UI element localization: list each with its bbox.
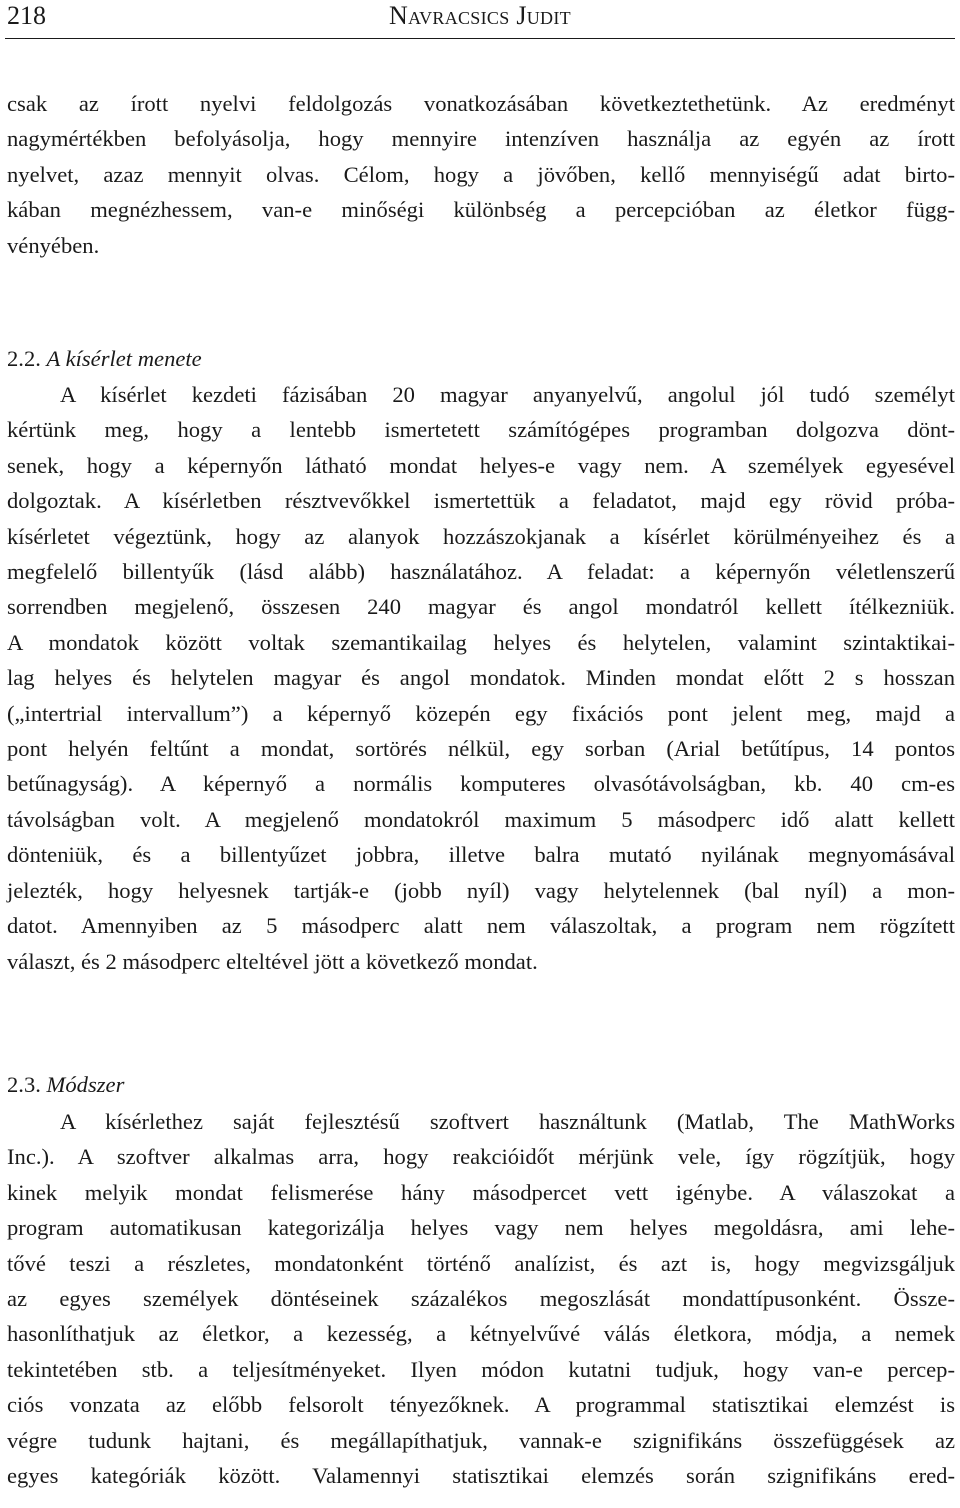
text-line: nagymértékben befolyásolja, hogy mennyire intenzíven használja az egyén az írott <box>7 126 955 152</box>
text-line: kinek melyik mondat felismerése hány másodpercet vett igénybe. A válaszokat a <box>7 1179 955 1205</box>
text-line: („intertrial intervallum”) a képernyő közepén egy fixációs pont jelent meg, majd a <box>7 700 955 726</box>
text-line: lag helyes és helytelen magyar és angol mondatok. Minden mondat előtt 2 s hosszan <box>7 665 955 691</box>
section-title: Módszer <box>46 1072 125 1097</box>
paragraph-experiment-procedure <box>7 377 955 979</box>
text-line: kértünk meg, hogy a lentebb ismertetett számítógépes programban dolgozva dönt- <box>7 417 955 443</box>
text-line: megfelelő billentyűk (lásd alább) használatához. A feladat: a képernyőn véletlenszerű <box>7 559 955 585</box>
text-line: Inc.). A szoftver alkalmas arra, hogy reakcióidőt mérjünk vele, így rögzítjük, hogy <box>7 1144 955 1170</box>
text-line: csak az írott nyelvi feldolgozás vonatkozásában következtethetünk. Az eredményt <box>7 91 955 116</box>
running-head <box>5 0 955 39</box>
text-line: A mondatok között voltak szemantikailag helyes és helytelen, valamint szintaktikai- <box>7 629 955 655</box>
section-heading-2-2 <box>7 341 202 376</box>
section-heading-2-3 <box>7 1067 124 1102</box>
book-page <box>5 0 955 1508</box>
running-title: Navracsics Judit <box>389 1 571 30</box>
text-line: nyelvet, azaz mennyit olvas. Célom, hogy a jövőben, kellő mennyiségű adat birto- <box>7 161 955 187</box>
section-title: A kísérlet menete <box>46 346 202 371</box>
section-number: 2.2. <box>7 346 41 371</box>
text-line: az egyes személyek döntéseinek százalékos megoszlását mondattípusonként. Össze- <box>7 1286 955 1312</box>
text-line: jelezték, hogy helyesnek tartják-e (jobb nyíl) vagy helytelennek (bal nyíl) a mon- <box>7 877 955 903</box>
text-line: program automatikusan kategorizálja helyes vagy nem helyes megoldásra, ami lehe- <box>7 1215 955 1241</box>
text-line: tekintetében stb. a teljesítményeket. Ilyen módon kutatni tudjuk, hogy van-e percep- <box>7 1356 955 1382</box>
text-line: tővé teszi a részletes, mondatonként történő analízist, és azt is, hogy megvizsgáljuk <box>7 1250 955 1276</box>
section-number: 2.3. <box>7 1072 41 1097</box>
text-line: senek, hogy a képernyőn látható mondat helyes-e vagy nem. A személyek egyesével <box>7 452 955 478</box>
text-line: vényében. <box>7 232 100 258</box>
text-line: A kísérlet kezdeti fázisában 20 magyar anyanyelvű, angolul jól tudó személyt <box>60 382 955 407</box>
paragraph-method <box>7 1104 955 1493</box>
text-line: sorrendben megjelenő, összesen 240 magyar és angol mondatról kellett ítélkezniük. <box>7 594 955 620</box>
text-line: dolgoztak. A kísérletben résztvevőkkel ismertettük a feladatot, majd egy rövid próba- <box>7 488 955 514</box>
text-line: egyes kategóriák között. Valamennyi statisztikai elemzés során szignifikáns ered- <box>7 1463 955 1489</box>
text-line: távolságban volt. A megjelenő mondatokról maximum 5 másodperc idő alatt kellett <box>7 806 955 832</box>
text-line: ciós vonzata az előbb felsorolt tényezőknek. A programmal statisztikai elemzést is <box>7 1392 955 1418</box>
paragraph-intro <box>7 86 955 263</box>
text-line: A kísérlethez saját fejlesztésű szoftvert használtunk (Matlab, The MathWorks <box>60 1109 955 1134</box>
text-line: pont helyén feltűnt a mondat, sortörés nélkül, egy sorban (Arial betűtípus, 14 pontos <box>7 736 955 762</box>
text-line: választ, és 2 másodperc elteltével jött a következő mondat. <box>7 948 538 974</box>
text-line: dönteniük, és a billentyűzet jobbra, illetve balra mutató nyilának megnyomásával <box>7 842 955 868</box>
text-line: kában megnézhessem, van-e minőségi különbség a percepcióban az életkor függ- <box>7 197 955 223</box>
text-line: végre tudunk hajtani, és megállapíthatjuk, vannak-e szignifikáns összefüggések az <box>7 1427 955 1453</box>
page-number: 218 <box>7 1 46 30</box>
text-line: datot. Amennyiben az 5 másodperc alatt nem válaszoltak, a program nem rögzített <box>7 913 955 939</box>
text-line: kísérletet végeztünk, hogy az alanyok hozzászokjanak a kísérlet körülményeihez és a <box>7 523 955 549</box>
text-line: hasonlíthatjuk az életkor, a kezesség, a kétnyelvűvé válás életkora, módja, a nemek <box>7 1321 955 1347</box>
text-line: betűnagyság). A képernyő a normális komputeres olvasótávolságban, kb. 40 cm-es <box>7 771 955 797</box>
